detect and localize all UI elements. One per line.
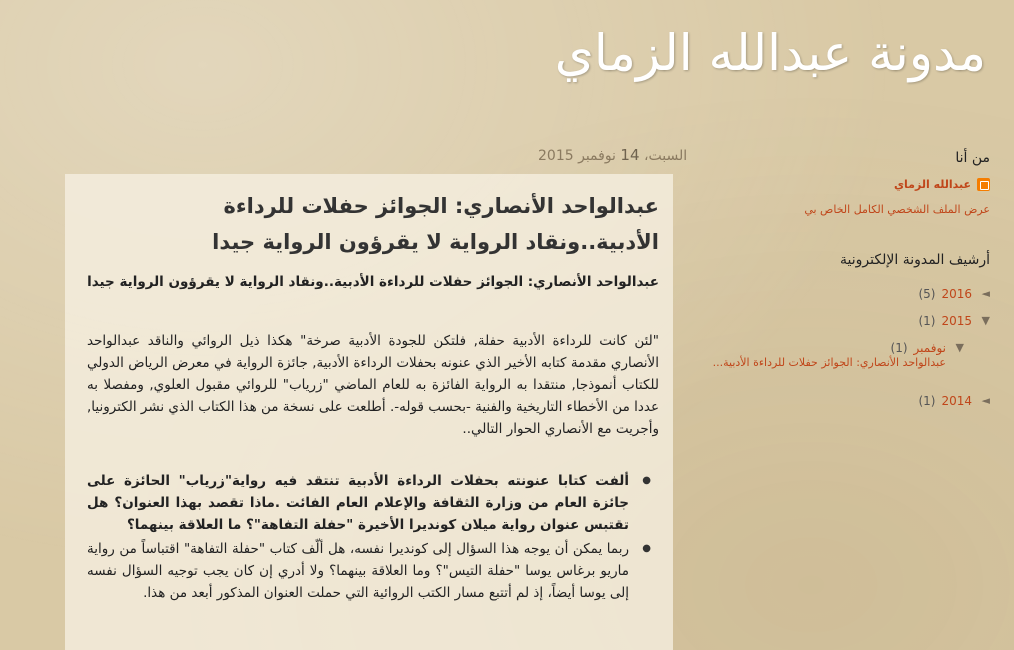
post-body <box>65 174 673 650</box>
blogger-icon <box>977 178 990 191</box>
archive-year-2014[interactable] <box>700 387 990 414</box>
archive-count: (1) <box>890 340 908 355</box>
post-subtitle: عبدالواحد الأنصاري: الجوائز حفلات للرداءة الأدبية..ونقاد الرواية لا يقرؤون الرواية جيدا <box>87 274 659 290</box>
archive-year-label[interactable]: 2016 <box>941 286 972 301</box>
question-1: ● ألفت كتابا عنونته بحفلات الرداءة الأدبية تنتقد فيه رواية"زرياب" الحائزة على جائزة العام من وزارة الثقافة والإعلام العام الفائت .ماذا تقصد بهذا العنوان؟ هل تقتبس عنوان رواية ميلان كونديرا الأخيرة "حفلة التفاهة"؟ ما العلاقة بينهما؟ <box>87 470 659 536</box>
about-title: من أنا <box>955 150 990 166</box>
date-day: 14 <box>620 146 640 164</box>
expand-arrow-icon[interactable]: ▼ <box>955 341 964 354</box>
post-intro: "لئن كانت للرداءة الأدبية حفلة, فلتكن للجودة الأدبية صرخة" هكذا ذيل الروائي والناقد عبدالواحد الأنصاري مقدمة كتابه الأخير الذي عنونه بحفلات الرداءة الأدبية, جائزة الرواية في معرض الرياض الدولي للكتاب أنموذجا, منتقدا به الرواية الفائزة به للعام الماضي "زرياب" للروائي مقبول العلوي, ومفصلا به عددا من الأخطاء التاريخية والفنية -بحسب قوله-. أطلعت على نسخة من هذا الكتاب الذي نشر الكترونيا, وأجريت مع الأنصاري الحوار التالي.. <box>87 333 659 437</box>
post-date <box>538 146 687 164</box>
archive-year-label[interactable]: 2014 <box>941 393 972 408</box>
qa-list <box>87 470 659 604</box>
archive-count: (1) <box>918 313 936 328</box>
expand-arrow-icon[interactable]: ▼ <box>981 314 990 327</box>
post-title[interactable]: عبدالواحد الأنصاري: الجوائز حفلات للرداءة الأدبية..ونقاد الرواية لا يقرؤون الرواية جيدا <box>212 194 659 254</box>
archive-year-label[interactable]: 2015 <box>941 313 972 328</box>
archive-year-2015[interactable] <box>700 307 990 334</box>
archive-list <box>700 280 990 414</box>
collapse-arrow-icon[interactable]: ◄ <box>981 287 990 300</box>
archive-count: (5) <box>918 286 936 301</box>
archive-post-link[interactable]: عبدالواحد الأنصاري: الجوائز حفلات للرداءة الأدبية... <box>712 356 946 369</box>
sidebar <box>700 150 990 414</box>
archive-title: أرشيف المدونة الإلكترونية <box>840 252 990 268</box>
profile-name[interactable]: عبدالله الزماي <box>893 178 971 191</box>
archive-year-2016[interactable] <box>700 280 990 307</box>
date-month-year: نوفمبر 2015 <box>538 148 616 164</box>
blog-title[interactable]: مدونة عبدالله الزماي <box>554 24 986 82</box>
collapse-arrow-icon[interactable]: ◄ <box>981 394 990 407</box>
archive-month-label[interactable]: نوفمبر <box>913 340 946 355</box>
archive-count: (1) <box>918 393 936 408</box>
date-weekday: السبت، <box>643 148 688 164</box>
profile-line <box>700 178 990 191</box>
view-profile-link[interactable]: عرض الملف الشخصي الكامل الخاص بي <box>804 203 990 216</box>
answer-1: ● ربما يمكن أن يوجه هذا السؤال إلى كونديرا نفسه، هل ألّف كتاب "حفلة التفاهة" اقتباساً من رواية ماريو برغاس يوسا "حفلة التيس"؟ وما العلاقة بينهما؟ ولا أدري إن كان يجب توجيه السؤال نفسه إلى يوسا أيضاً، إذ لم أتتبع مسار الكتب الروائية التي حملت العنوان المذكور أبعد من هذا. <box>87 538 659 604</box>
